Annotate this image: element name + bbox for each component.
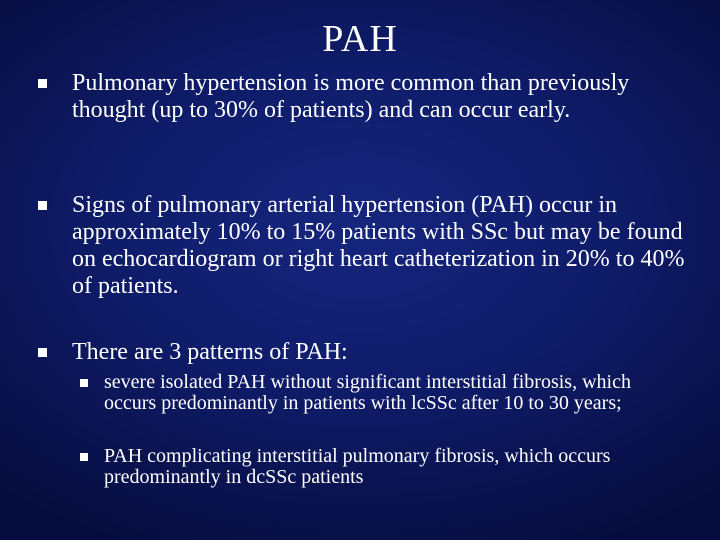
square-bullet-icon [80, 379, 88, 387]
square-bullet-icon [38, 201, 47, 210]
slide-title: PAH [322, 18, 398, 60]
square-bullet-icon [38, 79, 47, 88]
sub-bullet-text: PAH complicating interstitial pulmonary fibrosis, which occurs predominantly in dcSSc patients [104, 445, 611, 488]
square-bullet-icon [38, 348, 47, 357]
bullet-text: Pulmonary hypertension is more common than previously thought (up to 30% of patients) and can occur early. [72, 70, 630, 123]
bullet-text: There are 3 patterns of PAH: [72, 339, 348, 365]
sub-bullet-text: severe isolated PAH without significant interstitial fibrosis, which occurs predominantly in patients with lcSSc after 10 to 30 years; [104, 371, 631, 414]
square-bullet-icon [80, 453, 88, 461]
bullet-text: Signs of pulmonary arterial hypertension (PAH) occur in approximately 10% to 15% patients with SSc but may be found on echocardiogram or right heart catheterization in 20% to 40% of patients. [72, 192, 685, 299]
